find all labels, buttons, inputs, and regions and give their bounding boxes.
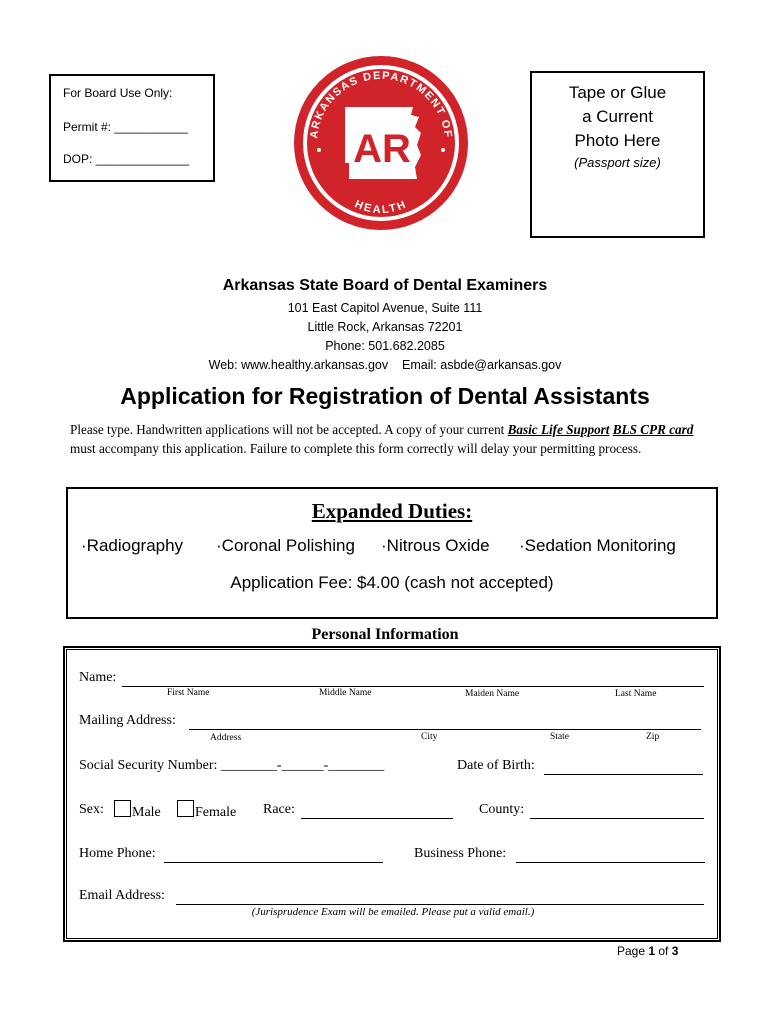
instructions-part1: Please type. Handwritten applications will not be accepted. A copy of your current (70, 422, 508, 437)
board-use-box (49, 74, 215, 182)
web-text: Web: www.healthy.arkansas.gov (208, 358, 389, 372)
maiden-name-sublabel: Maiden Name (465, 689, 520, 699)
female-checkbox[interactable] (177, 800, 194, 817)
expanded-duties-title: Expanded Duties: (311, 499, 473, 523)
instructions-part2: must accompany this application. Failure to complete this form correctly will delay your permitting process. (70, 441, 642, 456)
mailing-address-input-line[interactable] (189, 729, 701, 730)
photo-instruction-line3: Photo Here (574, 131, 661, 150)
personal-info-box (66, 649, 718, 939)
city-sublabel: City (421, 732, 438, 742)
first-name-sublabel: First Name (167, 688, 210, 698)
photo-instruction-line2: a Current (582, 107, 653, 126)
home-phone-input-line[interactable] (164, 862, 383, 863)
photo-size-note: (Passport size) (574, 155, 661, 170)
organization-name: Arkansas State Board of Dental Examiners (222, 277, 548, 294)
page-total: 3 (671, 944, 679, 958)
page-number (617, 944, 678, 958)
page-word: Page (617, 944, 649, 958)
email-text: Email: asbde@arkansas.gov (402, 358, 562, 372)
instructions-paragraph (70, 420, 710, 458)
dob-input-line[interactable] (544, 774, 703, 775)
bls-bold-text: Basic Life Support (507, 422, 610, 437)
name-input-line[interactable] (122, 686, 704, 687)
duty-nitrous-oxide: ·Nitrous Oxide (381, 536, 490, 555)
female-label: Female (195, 805, 237, 820)
dob-label: Date of Birth: (457, 758, 535, 773)
permit-number-field: Permit #: ___________ (63, 120, 188, 134)
county-label: County: (479, 802, 525, 817)
logo-monogram: AR (353, 127, 411, 171)
male-label: Male (132, 805, 161, 820)
email-input-line[interactable] (176, 904, 704, 905)
male-checkbox[interactable] (114, 800, 131, 817)
dop-field: DOP: ______________ (63, 152, 190, 166)
application-fee: Application Fee: $4.00 (cash not accepted) (230, 573, 554, 592)
ssn-field[interactable]: Social Security Number: ________-______-________ (79, 758, 385, 773)
photo-box (530, 71, 705, 238)
duty-sedation-monitoring: ·Sedation Monitoring (519, 536, 676, 555)
page-of: of (655, 944, 672, 958)
last-name-sublabel: Last Name (615, 689, 657, 699)
email-note: (Jurisprudence Exam will be emailed. Please put a valid email.) (251, 906, 535, 918)
female-option[interactable] (177, 800, 236, 821)
business-phone-label: Business Phone: (414, 846, 507, 861)
business-phone-input-line[interactable] (516, 862, 705, 863)
address-line1: 101 East Capitol Avenue, Suite 111 (287, 301, 483, 315)
board-use-title: For Board Use Only: (63, 86, 173, 100)
logo-bottom-text: HEALTH (352, 198, 410, 217)
page-current: 1 (648, 944, 656, 958)
personal-info-title: Personal Information (311, 626, 459, 643)
photo-instruction-line1: Tape or Glue (568, 83, 667, 102)
state-sublabel: State (550, 732, 569, 742)
arkansas-department-of-health-logo (293, 55, 469, 231)
phone-line: Phone: 501.682.2085 (325, 339, 445, 353)
contact-line (0, 358, 770, 372)
bls-card-bold-text: BLS CPR card (612, 422, 694, 437)
male-option[interactable] (114, 800, 161, 821)
logo-top-text: ARKANSAS DEPARTMENT OF (308, 69, 454, 140)
sex-label: Sex: (79, 802, 104, 817)
email-label: Email Address: (79, 888, 165, 903)
race-input-line[interactable] (301, 818, 453, 819)
address-line2: Little Rock, Arkansas 72201 (307, 320, 463, 334)
duty-coronal-polishing: ·Coronal Polishing (216, 536, 355, 555)
application-title: Application for Registration of Dental Assistants (120, 383, 650, 409)
address-sublabel: Address (210, 733, 242, 743)
middle-name-sublabel: Middle Name (319, 688, 372, 698)
name-label: Name: (79, 670, 117, 685)
duty-radiography: ·Radiography (81, 536, 184, 555)
race-label: Race: (263, 802, 295, 817)
zip-sublabel: Zip (646, 732, 660, 742)
home-phone-label: Home Phone: (79, 846, 156, 861)
expanded-duties-box (66, 487, 718, 619)
county-input-line[interactable] (530, 818, 704, 819)
mailing-address-label: Mailing Address: (79, 713, 176, 728)
